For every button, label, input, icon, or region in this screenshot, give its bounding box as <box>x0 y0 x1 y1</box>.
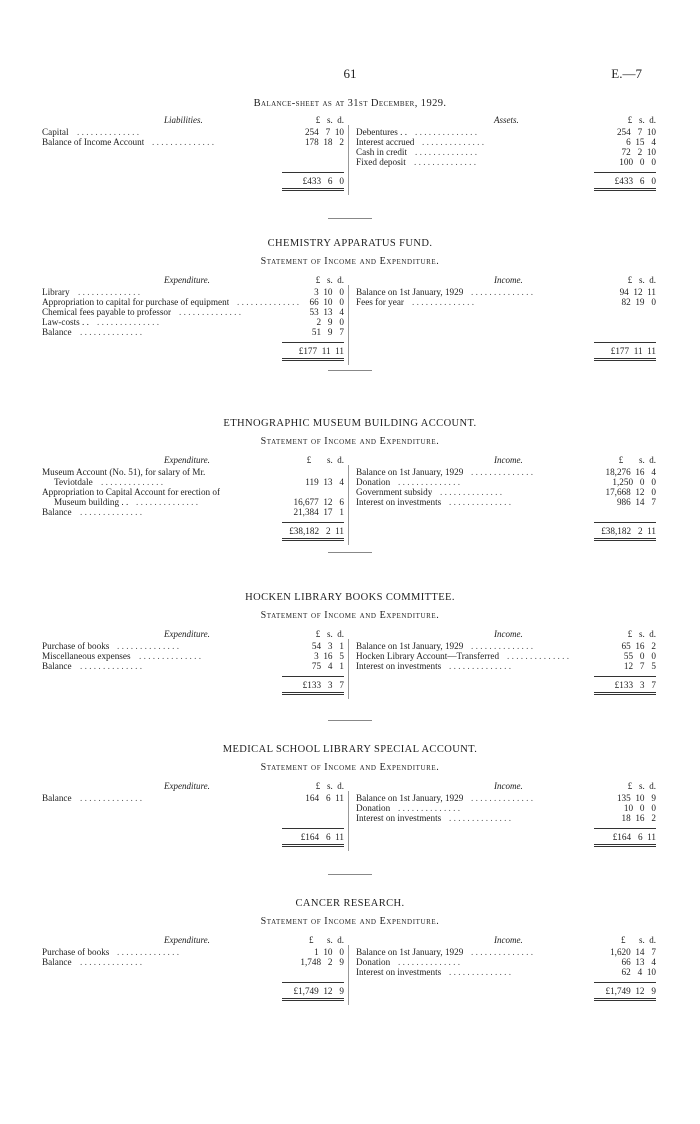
double-rule <box>282 844 344 847</box>
double-rule <box>594 844 656 847</box>
expenditure-column <box>42 275 344 363</box>
ledger-item-amount: 1,748 2 9 <box>300 957 344 967</box>
ledger-row <box>42 467 344 477</box>
total-rule <box>282 676 344 677</box>
ledger-row <box>356 147 656 157</box>
ledger-item-amount: 1,250 0 0 <box>612 477 656 487</box>
total-rule <box>594 676 656 677</box>
leader-dots: . . . . . . . . . . . . . . <box>80 327 143 337</box>
ledger-item-amount: 53 13 4 <box>309 307 344 317</box>
ledger-item-label: Cash in credit <box>356 147 408 157</box>
ledger-item-label: Appropriation to capital for purchase of equipment <box>42 297 230 307</box>
ledger-row <box>356 813 656 823</box>
ledger-item-label: Interest on investments <box>356 967 442 977</box>
ledger-item-amount: 82 19 0 <box>621 297 656 307</box>
ledger-row <box>42 651 344 661</box>
double-rule <box>594 998 656 1001</box>
leader-dots: . . . . . . . . . . . . . . <box>78 287 141 297</box>
ledger-item-label: Donation <box>356 477 391 487</box>
ledger-item-amount: 55 0 0 <box>623 651 656 661</box>
income-heading: Income. <box>494 781 523 791</box>
ledger-item-label: Interest accrued <box>356 137 415 147</box>
income-column <box>356 275 656 363</box>
leader-dots: . . . . . . . . . . . . . . <box>136 497 199 507</box>
ledger-item-label: Balance <box>42 957 72 967</box>
ledger-row <box>42 307 344 317</box>
ledger-row <box>42 287 344 297</box>
account-subtitle: Statement of Income and Expenditure. <box>260 762 440 773</box>
income-column <box>356 455 656 543</box>
ledger-item-label: Fixed deposit <box>356 157 406 167</box>
expenditure-column <box>42 455 344 543</box>
ledger-row <box>356 497 656 507</box>
leader-dots: . . . . . . . . . . . . . . <box>449 661 512 671</box>
currency-heading: £ s. d. <box>627 275 656 285</box>
leader-dots: . . . . . . . . . . . . . . <box>449 497 512 507</box>
ledger-item-label: Capital <box>42 127 69 137</box>
ledger-item-label: Balance <box>42 507 72 517</box>
leader-dots: . . . . . . . . . . . . . . <box>398 803 461 813</box>
expenditure-heading: Expenditure. <box>164 275 210 285</box>
leader-dots: . . . . . . . . . . . . . . <box>77 127 140 137</box>
ledger-row <box>356 947 656 957</box>
total-rule <box>594 828 656 829</box>
ledger-item-label: Appropriation to Capital Account for erection of <box>42 487 221 497</box>
leader-dots: . . . . . . . . . . . . . . <box>415 147 478 157</box>
account-subtitle: Statement of Income and Expenditure. <box>260 916 440 927</box>
ledger-row <box>356 127 656 137</box>
ledger-row <box>356 803 656 813</box>
ledger-item-amount: 178 18 2 <box>304 137 344 147</box>
ledger-item-amount: 72 2 10 <box>621 147 656 157</box>
ledger-item-label: Balance on 1st January, 1929 <box>356 467 464 477</box>
ledger-row <box>356 467 656 477</box>
currency-heading: £ s. d. <box>618 455 656 465</box>
leader-dots: . . . . . . . . . . . . . . <box>471 287 534 297</box>
leader-dots: . . . . . . . . . . . . . . <box>412 297 475 307</box>
double-rule <box>594 188 656 191</box>
expenditure-heading: Expenditure. <box>164 781 210 791</box>
total-rule <box>594 342 656 343</box>
ledger-item-label: Museum building . . <box>54 497 129 507</box>
expenditure-total: £177 11 11 <box>298 346 344 356</box>
leader-dots: . . . . . . . . . . . . . . <box>415 127 478 137</box>
ledger-row <box>42 641 344 651</box>
ledger-item-amount: 135 10 9 <box>616 793 656 803</box>
ledger-item-amount: 12 7 5 <box>623 661 656 671</box>
account-chemistry <box>0 236 700 365</box>
column-divider <box>348 125 349 195</box>
account-title: CANCER RESEARCH. <box>295 898 405 909</box>
income-heading: Income. <box>494 935 523 945</box>
leader-dots: . . . . . . . . . . . . . . <box>80 507 143 517</box>
ledger-item-amount: 21,384 17 1 <box>293 507 344 517</box>
leader-dots: . . . . . . . . . . . . . . <box>80 793 143 803</box>
expenditure-column <box>42 115 344 193</box>
total-rule <box>594 982 656 983</box>
ledger-item-label: Purchase of books <box>42 641 110 651</box>
expenditure-column <box>42 781 344 849</box>
ledger-item-amount: 986 14 7 <box>616 497 656 507</box>
ledger-item-amount: 6 15 4 <box>626 137 656 147</box>
leader-dots: . . . . . . . . . . . . . . <box>117 947 180 957</box>
ledger-row <box>356 297 656 307</box>
account-cancer <box>0 896 700 1005</box>
ledger-item-amount: 10 0 0 <box>623 803 656 813</box>
income-total: £1,749 12 9 <box>605 986 656 996</box>
ledger-item-amount: 3 10 0 <box>314 287 344 297</box>
ledger-item-amount: 94 12 11 <box>619 287 656 297</box>
double-rule <box>282 538 344 541</box>
leader-dots: . . . . . . . . . . . . . . <box>471 947 534 957</box>
ledger-row <box>356 641 656 651</box>
income-column <box>356 781 656 849</box>
ledger-item-label: Balance <box>42 661 72 671</box>
expenditure-total: £433 6 0 <box>302 176 344 186</box>
ledger-row <box>356 661 656 671</box>
ledger-row <box>42 317 344 327</box>
ledger-item-label: Fees for year <box>356 297 404 307</box>
income-heading: Assets. <box>494 115 519 125</box>
section-separator <box>328 218 372 219</box>
ledger-item-label: Chemical fees payable to professor <box>42 307 172 317</box>
income-total: £177 11 11 <box>610 346 656 356</box>
expenditure-heading: Expenditure. <box>164 629 210 639</box>
ledger-row <box>42 127 344 137</box>
expenditure-total: £1,749 12 9 <box>293 986 344 996</box>
income-heading: Income. <box>494 629 523 639</box>
ledger-row <box>42 297 344 307</box>
ledger-row <box>356 651 656 661</box>
leader-dots: . . . . . . . . . . . . . . <box>414 157 477 167</box>
page-header <box>0 66 700 84</box>
ledger-item-amount: 66 13 4 <box>621 957 656 967</box>
account-title: CHEMISTRY APPARATUS FUND. <box>267 238 433 249</box>
income-column <box>356 935 656 1003</box>
account-medical <box>0 742 700 851</box>
ledger-item-label: Debentures . . <box>356 127 408 137</box>
ledger-item-amount: 62 4 10 <box>621 967 656 977</box>
account-balance-sheet <box>0 96 700 195</box>
leader-dots: . . . . . . . . . . . . . . <box>507 651 570 661</box>
expenditure-column <box>42 935 344 1003</box>
ledger-row <box>356 793 656 803</box>
section-separator <box>328 874 372 875</box>
currency-heading: £ s. d. <box>627 781 656 791</box>
ledger-row <box>42 487 344 497</box>
ledger-item-amount: 1 10 0 <box>314 947 344 957</box>
account-title: MEDICAL SCHOOL LIBRARY SPECIAL ACCOUNT. <box>222 744 478 755</box>
income-heading: Income. <box>494 275 523 285</box>
leader-dots: . . . . . . . . . . . . . . <box>449 967 512 977</box>
ledger-item-label: Balance on 1st January, 1929 <box>356 947 464 957</box>
leader-dots: . . . . . . . . . . . . . . <box>80 661 143 671</box>
ledger-item-amount: 75 4 1 <box>311 661 344 671</box>
income-total: £433 6 0 <box>614 176 656 186</box>
ledger-item-amount: 254 7 10 <box>304 127 344 137</box>
expenditure-total: £38,182 2 11 <box>289 526 344 536</box>
ledger-item-label: Hocken Library Account—Transferred <box>356 651 500 661</box>
leader-dots: . . . . . . . . . . . . . . <box>449 813 512 823</box>
income-total: £164 6 11 <box>612 832 656 842</box>
double-rule <box>282 998 344 1001</box>
ledger-item-amount: 254 7 10 <box>616 127 656 137</box>
currency-heading: £ s. d. <box>315 781 344 791</box>
ledger-item-label: Interest on investments <box>356 813 442 823</box>
ledger-item-amount: 3 16 5 <box>314 651 344 661</box>
currency-heading: £ s. d. <box>315 629 344 639</box>
series-mark: E.—7 <box>611 66 642 81</box>
ledger-item-amount: 18 16 2 <box>621 813 656 823</box>
ledger-item-amount: 17,668 12 0 <box>605 487 656 497</box>
total-rule <box>594 172 656 173</box>
account-title: HOCKEN LIBRARY BOOKS COMMITTEE. <box>245 592 455 603</box>
expenditure-heading: Liabilities. <box>164 115 203 125</box>
ledger-row <box>356 487 656 497</box>
leader-dots: . . . . . . . . . . . . . . <box>398 477 461 487</box>
ledger-item-amount: 54 3 1 <box>311 641 344 651</box>
leader-dots: . . . . . . . . . . . . . . <box>80 957 143 967</box>
ledger-item-amount: 164 6 11 <box>305 793 344 803</box>
currency-heading: £ s. d. <box>306 455 344 465</box>
leader-dots: . . . . . . . . . . . . . . <box>97 317 160 327</box>
expenditure-total: £164 6 11 <box>300 832 344 842</box>
ledger-item-label: Teviotdale <box>54 477 93 487</box>
ledger-item-label: Museum Account (No. 51), for salary of Mr. <box>42 467 206 477</box>
ledger-row <box>42 661 344 671</box>
currency-heading: £ s. d. <box>627 115 656 125</box>
income-heading: Income. <box>494 455 523 465</box>
ledger-item-label: Balance on 1st January, 1929 <box>356 641 464 651</box>
account-hocken <box>0 590 700 699</box>
account-title: Balance-sheet as at 31st December, 1929. <box>253 98 447 109</box>
account-ethnographic <box>0 416 700 545</box>
double-rule <box>594 692 656 695</box>
leader-dots: . . . . . . . . . . . . . . <box>471 467 534 477</box>
ledger-row <box>356 137 656 147</box>
leader-dots: . . . . . . . . . . . . . . <box>139 651 202 661</box>
ledger-row <box>356 967 656 977</box>
column-divider <box>348 639 349 699</box>
ledger-item-label: Donation <box>356 957 391 967</box>
expenditure-total: £133 3 7 <box>302 680 344 690</box>
ledger-row <box>42 507 344 517</box>
currency-heading: £ s. d. <box>308 935 344 945</box>
ledger-row <box>42 497 344 507</box>
ledger-row <box>356 957 656 967</box>
ledger-item-amount: 100 0 0 <box>619 157 656 167</box>
leader-dots: . . . . . . . . . . . . . . <box>179 307 242 317</box>
ledger-item-label: Balance of Income Account <box>42 137 145 147</box>
ledger-item-amount: 1,620 14 7 <box>610 947 656 957</box>
ledger-row <box>356 477 656 487</box>
leader-dots: . . . . . . . . . . . . . . <box>398 957 461 967</box>
ledger-row <box>42 477 344 487</box>
leader-dots: . . . . . . . . . . . . . . <box>152 137 215 147</box>
total-rule <box>594 522 656 523</box>
ledger-row <box>356 287 656 297</box>
ledger-row <box>42 793 344 803</box>
ledger-item-label: Balance on 1st January, 1929 <box>356 793 464 803</box>
currency-heading: £ s. d. <box>315 115 344 125</box>
double-rule <box>282 692 344 695</box>
ledger-item-label: Law-costs . . <box>42 317 89 327</box>
ledger-item-label: Balance <box>42 327 72 337</box>
double-rule <box>282 188 344 191</box>
expenditure-column <box>42 629 344 697</box>
account-title: ETHNOGRAPHIC MUSEUM BUILDING ACCOUNT. <box>223 418 477 429</box>
leader-dots: . . . . . . . . . . . . . . <box>440 487 503 497</box>
currency-heading: £ s. d. <box>627 629 656 639</box>
ledger-item-label: Interest on investments <box>356 497 442 507</box>
ledger-item-label: Purchase of books <box>42 947 110 957</box>
ledger-item-amount: 18,276 16 4 <box>605 467 656 477</box>
leader-dots: . . . . . . . . . . . . . . <box>117 641 180 651</box>
total-rule <box>282 522 344 523</box>
account-subtitle: Statement of Income and Expenditure. <box>260 610 440 621</box>
leader-dots: . . . . . . . . . . . . . . <box>101 477 164 487</box>
ledger-item-label: Balance on 1st January, 1929 <box>356 287 464 297</box>
section-separator <box>328 552 372 553</box>
ledger-item-label: Miscellaneous expenses <box>42 651 131 661</box>
currency-heading: £ s. d. <box>315 275 344 285</box>
section-separator <box>328 370 372 371</box>
ledger-item-amount: 16,677 12 6 <box>293 497 344 507</box>
leader-dots: . . . . . . . . . . . . . . <box>471 793 534 803</box>
expenditure-heading: Expenditure. <box>164 455 210 465</box>
total-rule <box>282 342 344 343</box>
leader-dots: . . . . . . . . . . . . . . <box>471 641 534 651</box>
ledger-item-amount: 51 9 7 <box>311 327 344 337</box>
total-rule <box>282 172 344 173</box>
ledger-item-amount: 65 16 2 <box>621 641 656 651</box>
account-subtitle: Statement of Income and Expenditure. <box>260 436 440 447</box>
income-column <box>356 115 656 193</box>
total-rule <box>282 982 344 983</box>
section-separator <box>328 720 372 721</box>
ledger-item-amount: 66 10 0 <box>309 297 344 307</box>
ledger-item-label: Donation <box>356 803 391 813</box>
ledger-item-label: Balance <box>42 793 72 803</box>
double-rule <box>594 538 656 541</box>
column-divider <box>348 791 349 851</box>
column-divider <box>348 285 349 365</box>
ledger-item-amount: 2 9 0 <box>316 317 344 327</box>
ledger-row <box>42 137 344 147</box>
column-divider <box>348 465 349 545</box>
income-total: £133 3 7 <box>614 680 656 690</box>
column-divider <box>348 945 349 1005</box>
ledger-item-label: Government subsidy <box>356 487 433 497</box>
ledger-row <box>42 947 344 957</box>
ledger-row <box>42 327 344 337</box>
double-rule <box>594 358 656 361</box>
income-total: £38,182 2 11 <box>601 526 656 536</box>
ledger-item-label: Interest on investments <box>356 661 442 671</box>
income-column <box>356 629 656 697</box>
ledger-row <box>356 157 656 167</box>
expenditure-heading: Expenditure. <box>164 935 210 945</box>
leader-dots: . . . . . . . . . . . . . . <box>237 297 300 307</box>
page-number: 61 <box>343 66 357 81</box>
total-rule <box>282 828 344 829</box>
ledger-row <box>42 957 344 967</box>
leader-dots: . . . . . . . . . . . . . . <box>422 137 485 147</box>
currency-heading: £ s. d. <box>620 935 656 945</box>
account-subtitle: Statement of Income and Expenditure. <box>260 256 440 267</box>
ledger-item-amount: 119 13 4 <box>305 477 344 487</box>
ledger-item-label: Library <box>42 287 70 297</box>
double-rule <box>282 358 344 361</box>
